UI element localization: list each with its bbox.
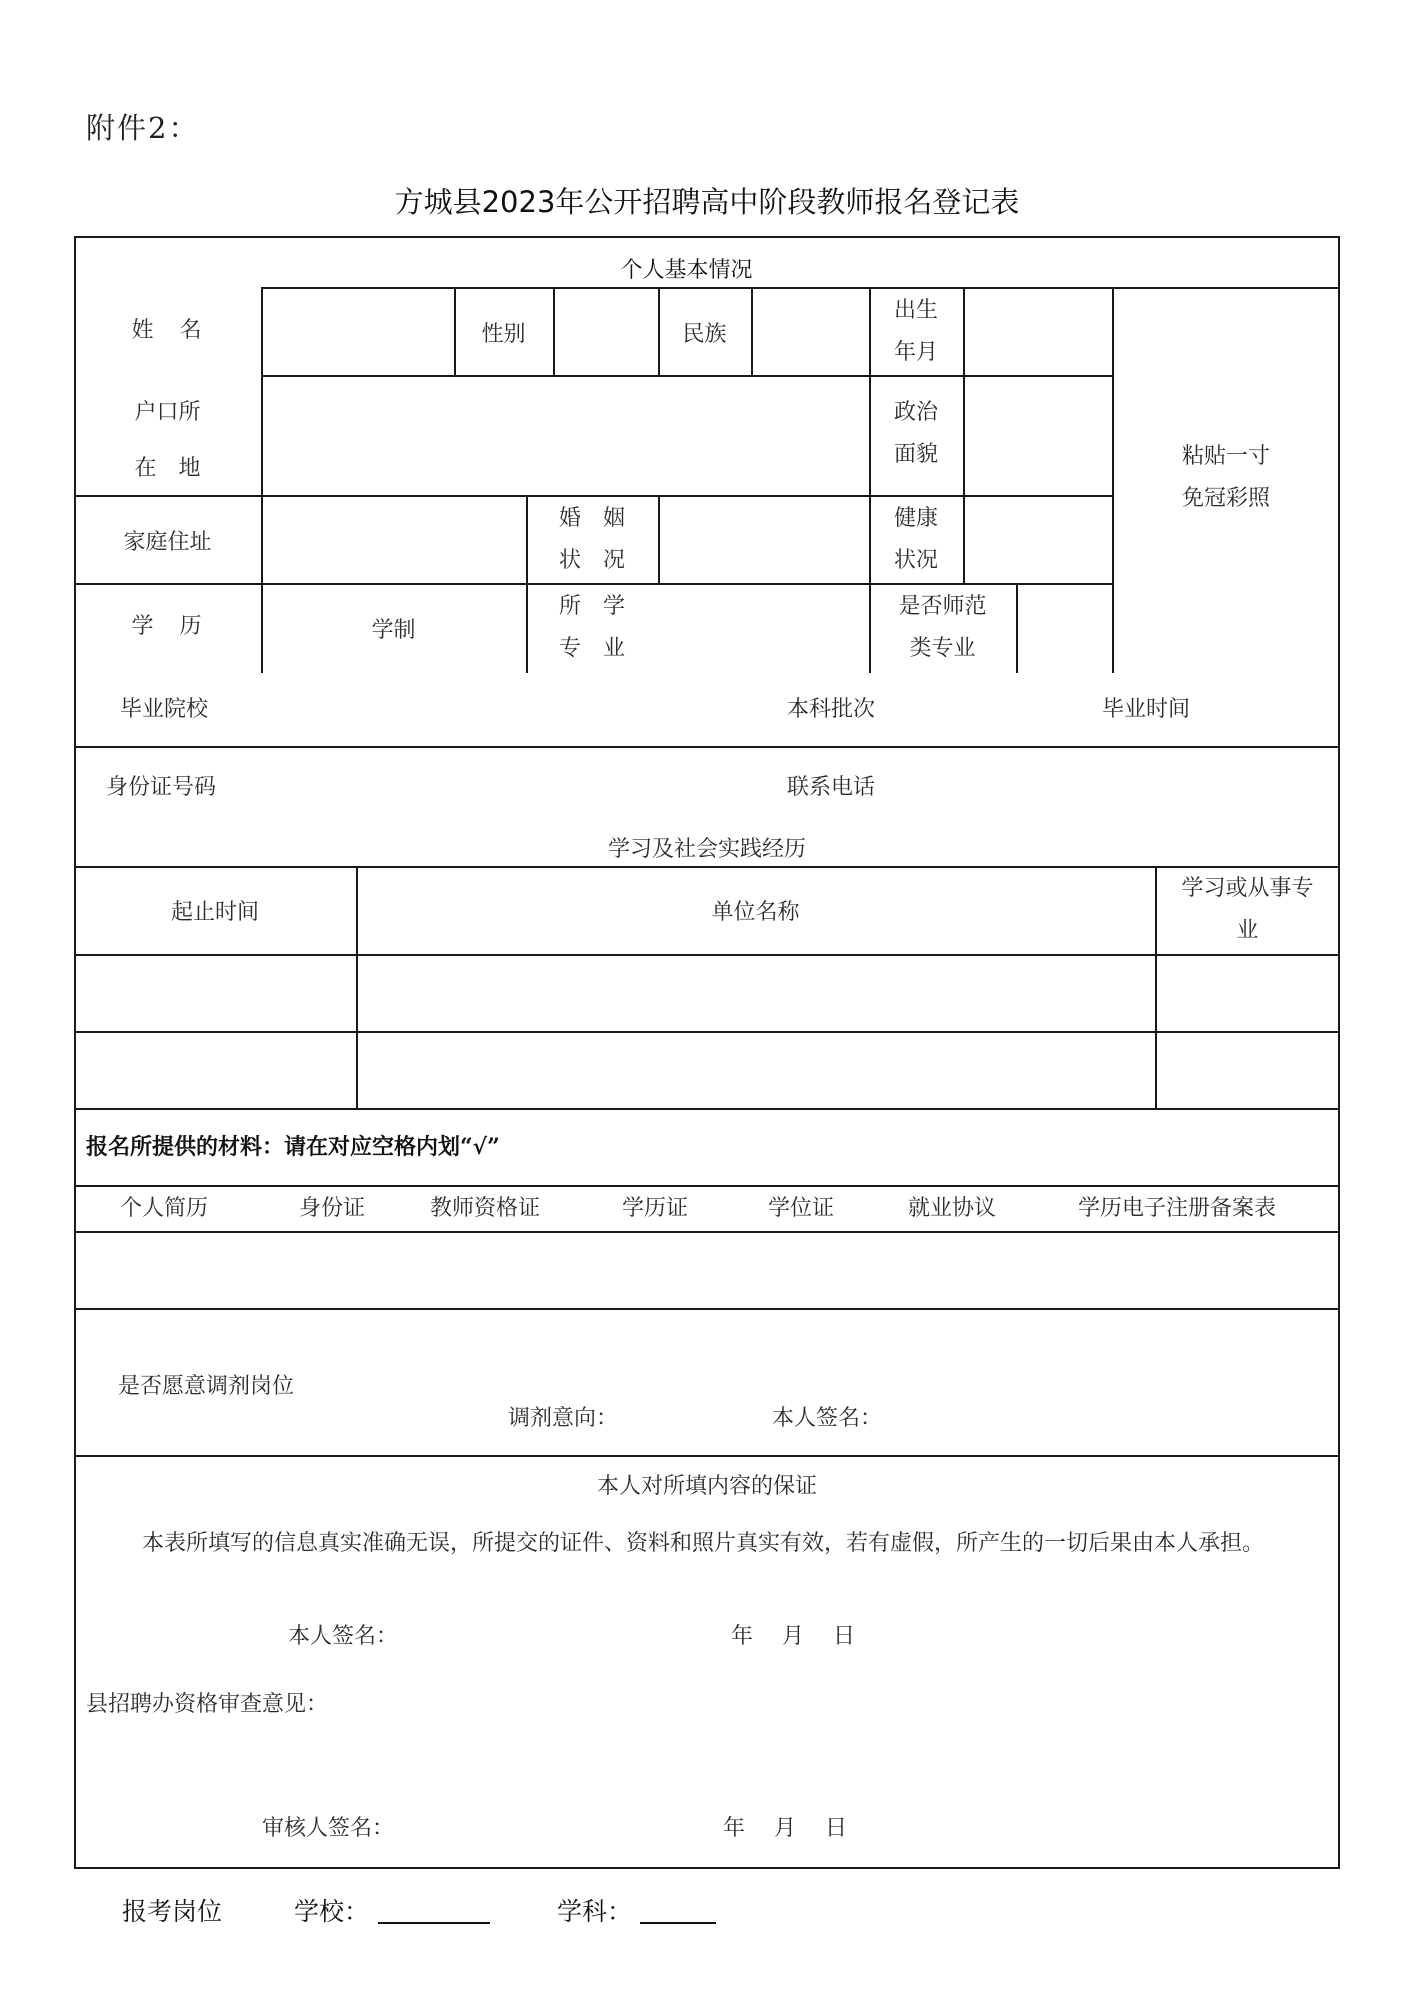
guarantee-text: 本表所填写的信息真实准确无误，所提交的证件、资料和照片真实有效，若有虚假，所产生的一切后果由本人承担。 <box>142 1531 1265 1556</box>
schooling-length-label: 学制 <box>371 618 416 643</box>
material-item: 学历电子注册备案表 <box>1078 1196 1277 1221</box>
row-line <box>74 1231 1340 1233</box>
undergrad-batch-label: 本科批次 <box>787 697 876 722</box>
row-line <box>261 375 1112 377</box>
row-line <box>74 1108 1340 1110</box>
col-line <box>553 287 555 375</box>
ethnicity-label: 民族 <box>682 322 727 347</box>
attachment-label: 附件2： <box>86 111 200 145</box>
row-line <box>74 1185 1340 1187</box>
birth-date-label: 出生 年月 <box>893 298 938 365</box>
graduate-school-label: 毕业院校 <box>120 697 209 722</box>
row-line <box>261 287 1340 289</box>
hukou-label: 户口所 在 地 <box>134 400 201 481</box>
material-item: 身份证 <box>299 1196 366 1221</box>
adjust-question: 是否愿意调剂岗位 <box>118 1374 295 1399</box>
political-status-label: 政治 面貌 <box>893 400 938 467</box>
row-line <box>74 746 1340 748</box>
guarantee-signature-label: 本人签名： <box>288 1624 399 1649</box>
row-line <box>74 954 1340 956</box>
row-line <box>74 1308 1340 1310</box>
col-line <box>658 495 660 583</box>
material-item: 就业协议 <box>908 1196 997 1221</box>
form-title: 方城县2023年公开招聘高中阶段教师报名登记表 <box>394 185 1020 219</box>
id-number-label: 身份证号码 <box>106 775 217 800</box>
subject-field-label: 学科： <box>557 1897 633 1926</box>
major-label: 所 学 专 业 <box>558 594 625 661</box>
row-line <box>74 1455 1340 1457</box>
material-item: 学位证 <box>768 1196 835 1221</box>
materials-header: 报名所提供的材料：请在对应空格内划“√” <box>86 1134 500 1160</box>
photo-placeholder: 粘贴一寸 免冠彩照 <box>1181 444 1270 511</box>
adjust-signature-label: 本人签名： <box>772 1406 883 1431</box>
row-line <box>74 1031 1340 1033</box>
col-line <box>751 287 753 375</box>
name-label: 姓 名 <box>131 318 204 343</box>
school-field-label: 学校： <box>294 1897 370 1926</box>
period-column-header: 起止时间 <box>170 900 259 925</box>
col-line <box>963 287 965 583</box>
adjust-intention-label: 调剂意向： <box>508 1406 619 1431</box>
col-line <box>1016 583 1018 673</box>
education-label: 学 历 <box>131 614 204 639</box>
col-line <box>261 287 263 673</box>
graduation-time-label: 毕业时间 <box>1102 697 1191 722</box>
border-bottom <box>74 1867 1340 1869</box>
experience-header: 学习及社会实践经历 <box>607 837 806 862</box>
reviewer-signature-label: 审核人签名： <box>262 1816 395 1841</box>
gender-label: 性别 <box>481 322 526 347</box>
field-column-header: 学习或从事专 业 <box>1181 876 1314 943</box>
border-right <box>1338 236 1340 1869</box>
row-line <box>74 583 1112 585</box>
phone-label: 联系电话 <box>787 775 876 800</box>
material-item: 个人简历 <box>120 1196 209 1221</box>
material-item: 学历证 <box>622 1196 689 1221</box>
subject-field-underline[interactable] <box>640 1922 716 1924</box>
position-label: 报考岗位 <box>122 1897 223 1926</box>
material-item: 教师资格证 <box>430 1196 541 1221</box>
normal-major-label: 是否师范 类专业 <box>898 594 987 661</box>
registration-form <box>74 236 1340 1869</box>
guarantee-header: 本人对所填内容的保证 <box>596 1474 817 1499</box>
review-opinion-label: 县招聘办资格审查意见： <box>86 1692 329 1717</box>
marital-status-label: 婚 姻 状 况 <box>558 506 625 573</box>
guarantee-date: 年 月 日 <box>731 1624 855 1649</box>
personal-info-header: 个人基本情况 <box>620 258 753 283</box>
border-top <box>74 236 1340 238</box>
address-label: 家庭住址 <box>123 530 212 555</box>
health-status-label: 健康 状况 <box>893 506 938 573</box>
school-field-underline[interactable] <box>378 1922 490 1924</box>
review-date: 年 月 日 <box>723 1816 847 1841</box>
unit-column-header: 单位名称 <box>711 900 800 925</box>
